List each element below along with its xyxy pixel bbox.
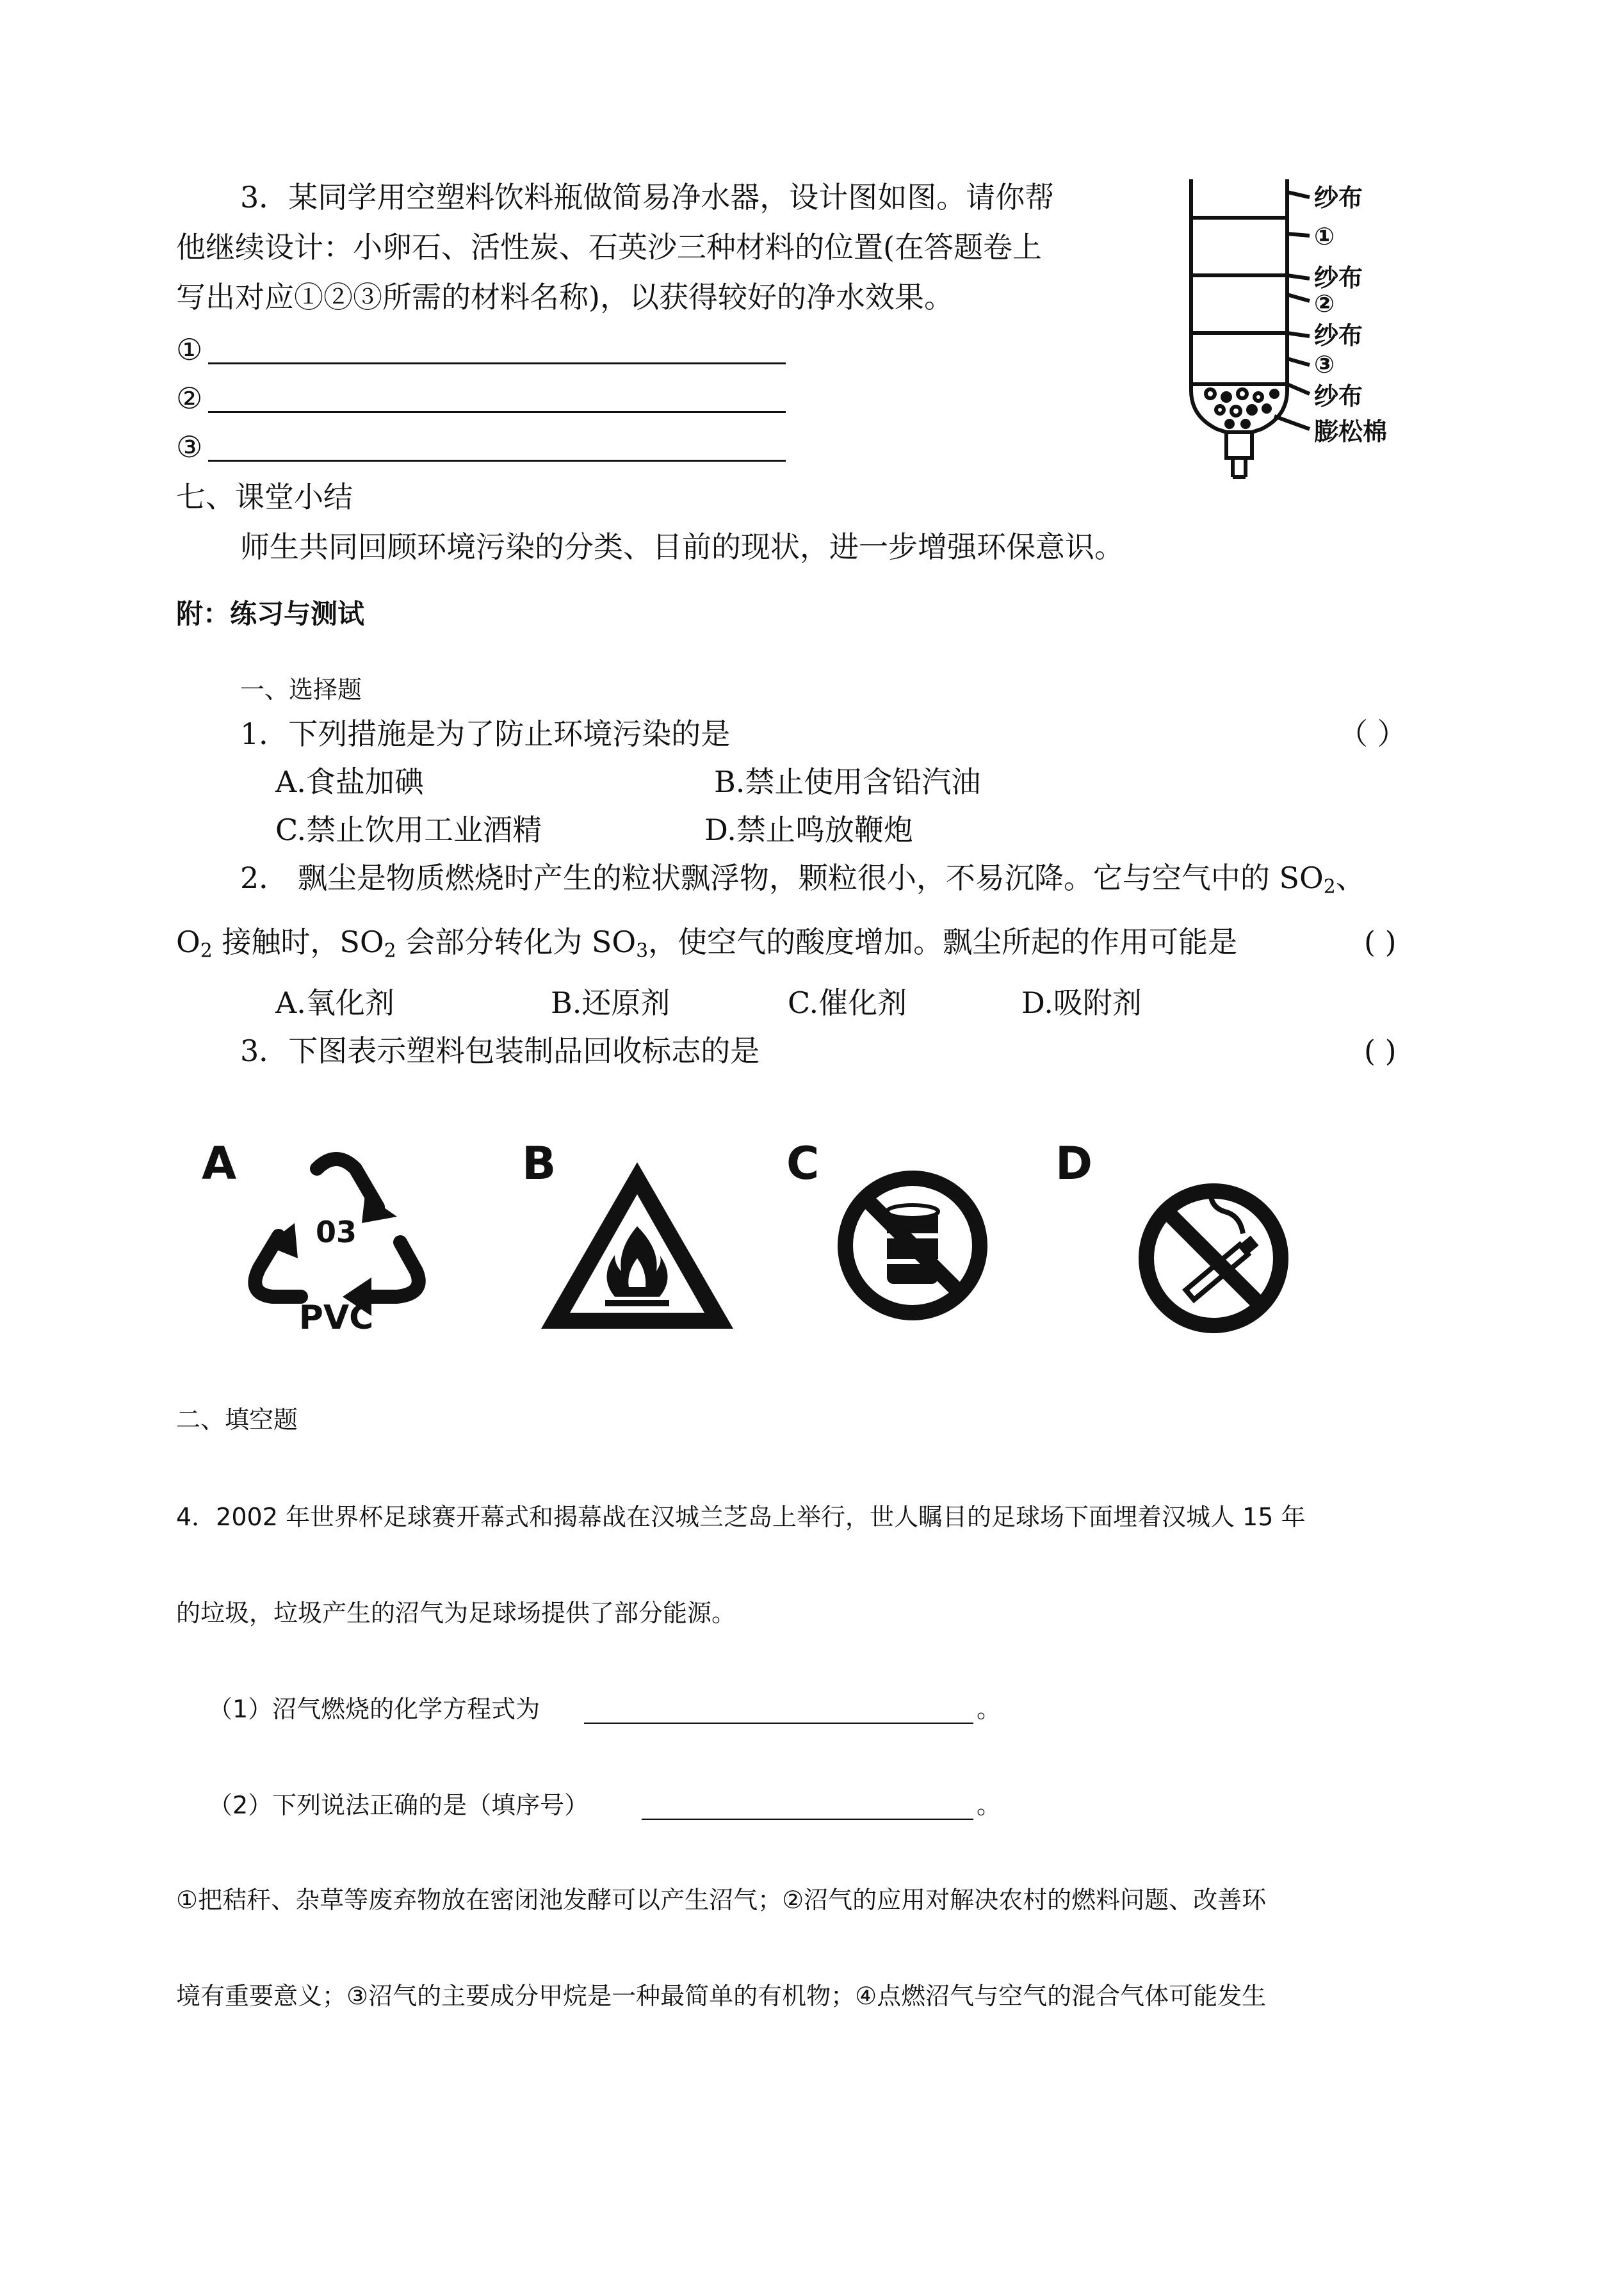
diagram-label-gauze-1: 纱布: [1314, 184, 1363, 212]
q4-line-2: 的垃圾，垃圾产生的沼气为足球场提供了部分能源。: [176, 1599, 736, 1627]
q1-option-b: B.禁止使用含铅汽油: [714, 765, 981, 799]
q4-sub2-end: 。: [977, 1791, 1002, 1819]
diagram-label-gauze-4: 纱布: [1314, 382, 1363, 410]
q3-design-line-2: 他继续设计：小卵石、活性炭、石英沙三种材料的位置(在答题卷上: [176, 230, 1042, 264]
icon-letter-d: D: [1055, 1137, 1093, 1190]
answer-blank-line-1[interactable]: [208, 362, 786, 364]
answer-blank-label-1: ①: [176, 332, 203, 367]
summary-body: 师生共同回顾环境污染的分类、目前的现状，进一步增强环保意识。: [240, 530, 1124, 564]
q2-option-a: A.氧化剂: [275, 985, 394, 1020]
diagram-label-slot-1: ①: [1314, 222, 1335, 250]
diagram-label-slot-3: ③: [1314, 350, 1335, 378]
appendix-title: 附：练习与测试: [176, 598, 365, 629]
water-filter-diagram: [1165, 173, 1434, 487]
icon-letter-b: B: [522, 1137, 556, 1190]
icon-letter-a: A: [202, 1137, 237, 1190]
diagram-label-cotton: 膨松棉: [1314, 418, 1388, 446]
q3-design-line-3: 写出对应①②③所需的材料名称)，以获得较好的净水效果。: [176, 280, 954, 314]
recycle-code: PVC: [298, 1299, 374, 1337]
diagram-label-gauze-2: 纱布: [1314, 264, 1363, 292]
answer-blank-line-2[interactable]: [208, 411, 786, 413]
no-barrel-icon: [832, 1165, 993, 1326]
no-smoking-icon: [1133, 1178, 1294, 1338]
q4-statements-line-2: 境有重要意义；③沼气的主要成分甲烷是一种最简单的有机物；④点燃沼气与空气的混合气体可能发生: [176, 1982, 1267, 2010]
q4-sub1-end: 。: [977, 1695, 1002, 1723]
q2-option-b: B.还原剂: [551, 985, 670, 1020]
diagram-label-gauze-3: 纱布: [1314, 321, 1363, 350]
q3-answer-paren: ( ): [1364, 1034, 1397, 1068]
q2-line-2: $O_2$ 接触时，$SO_2$ 会部分转化为 $SO_3$，使空气的酸度增加。飘尘所起的作用可能是: [176, 925, 1238, 962]
q1-option-d: D.禁止鸣放鞭炮: [704, 813, 913, 847]
icon-letter-c: C: [786, 1137, 820, 1190]
q1-answer-paren: （ ）: [1338, 717, 1407, 751]
section2-heading: 二、填空题: [176, 1406, 298, 1434]
q4-sub1-label: （1）沼气燃烧的化学方程式为: [208, 1695, 540, 1723]
section1-heading: 一、选择题: [240, 676, 362, 704]
q4-sub1-answer-line[interactable]: [584, 1723, 973, 1724]
answer-blank-line-3[interactable]: [208, 460, 786, 462]
flammable-warning-icon: [532, 1153, 743, 1338]
q2-answer-paren: ( ): [1364, 925, 1397, 959]
recycle-number: 03: [315, 1215, 357, 1249]
q1-stem: 1．下列措施是为了防止环境污染的是: [240, 717, 731, 751]
q2-option-d: D.吸附剂: [1021, 985, 1142, 1020]
q4-statements-line-1: ①把秸秆、杂草等废弃物放在密闭池发酵可以产生沼气；②沼气的应用对解决农村的燃料问题、改善环: [176, 1886, 1267, 1914]
q4-sub2-answer-line[interactable]: [642, 1819, 973, 1820]
answer-blank-label-2: ②: [176, 381, 203, 416]
summary-heading: 七、课堂小结: [176, 480, 353, 514]
answer-blank-label-3: ③: [176, 430, 203, 464]
q2-option-c: C.催化剂: [788, 985, 907, 1020]
q2-line-1: 2． 飘尘是物质燃烧时产生的粒状飘浮物，颗粒很小，不易沉降。它与空气中的 $SO_2$、: [240, 861, 1365, 898]
q4-sub2-label: （2）下列说法正确的是（填序号）: [208, 1791, 589, 1819]
q3-stem: 3．下图表示塑料包装制品回收标志的是: [240, 1034, 760, 1068]
q3-design-line-1: 3．某同学用空塑料饮料瓶做简易净水器，设计图如图。请你帮: [240, 180, 1055, 215]
q1-option-c: C.禁止饮用工业酒精: [275, 813, 542, 847]
q4-line-1: 4．2002 年世界杯足球赛开幕式和揭幕战在汉城兰芝岛上举行，世人瞩目的足球场下面埋着汉城人 15 年: [176, 1503, 1306, 1531]
recycle-icon: [234, 1133, 439, 1338]
diagram-label-slot-2: ②: [1314, 289, 1335, 318]
q1-option-a: A.食盐加碘: [275, 765, 424, 799]
